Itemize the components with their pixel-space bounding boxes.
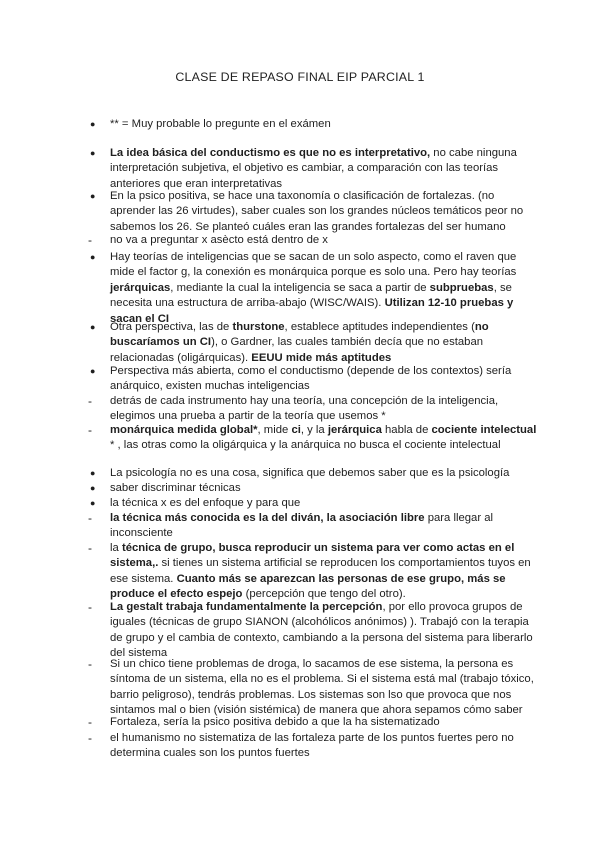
- list-item-text: [110, 117, 510, 132]
- text-segment: inconsciente: [110, 527, 173, 540]
- text-segment: para llegar al: [424, 512, 494, 524]
- text-segment: saber discriminar técnicas: [110, 482, 241, 494]
- text-segment: , por ello provoca grupos de: [382, 601, 523, 613]
- text-segment: , se: [493, 281, 512, 294]
- dash-marker: -: [88, 657, 92, 671]
- text-segment: interpretación subjetiva, el objetivo es cambiar, a comparación con las teorías: [110, 162, 499, 175]
- text-line: [110, 746, 510, 761]
- text-segment: del sistema: [110, 647, 168, 660]
- list-item-text: [110, 364, 510, 395]
- text-segment: ese sistema.: [110, 572, 177, 585]
- text-line: [110, 715, 510, 730]
- dash-marker: -: [88, 600, 92, 614]
- bold-text: cociente intelectual: [431, 424, 537, 436]
- bold-text: ci: [291, 424, 301, 436]
- text-line: [110, 394, 510, 409]
- list-item-text: [110, 715, 510, 730]
- text-segment: no cabe ninguna: [430, 147, 517, 159]
- text-segment: Si un chico tiene problemas de droga, lo sacamos de ese sistema, la persona es: [110, 658, 514, 670]
- text-line: [110, 250, 517, 265]
- text-line: [110, 526, 510, 541]
- text-segment: anteriores que eran interpretativas: [110, 177, 283, 190]
- bold-text: thurstone: [232, 321, 285, 333]
- list-item-text: [110, 511, 510, 542]
- text-segment: (percepción que tengo del otro).: [242, 588, 406, 601]
- list-item-text: [110, 250, 517, 327]
- text-segment: iguales (técnicas de grupo SIANON (alcohólicos anónimos) ). Trabajó con la terapia: [110, 616, 529, 629]
- text-line: [110, 657, 514, 672]
- text-segment: necesita una estructura de arriba-abajo (WISC/WAIS).: [110, 297, 385, 310]
- bullet-icon: ●: [90, 366, 96, 376]
- bullet-icon: ●: [90, 119, 96, 129]
- bold-text: no: [474, 321, 489, 333]
- text-line: [110, 296, 514, 311]
- text-segment: La psicología no es una cosa, significa que debemos saber que es la psicología: [110, 467, 510, 479]
- bold-text: jerárquica: [327, 424, 382, 436]
- list-item-text: [110, 423, 537, 454]
- text-segment: aprender las 26 virtudes), saber cuales son los grandes núcleos temáticos peor no: [110, 205, 524, 218]
- text-line: [110, 335, 510, 350]
- text-line: [110, 541, 515, 556]
- bold-text: sistema,.: [110, 557, 159, 570]
- text-segment: síntoma de un sistema, ella no es el problema. Si el sistema está mal (trabajo tóxico,: [110, 673, 534, 686]
- page-title: CLASE DE REPASO FINAL EIP PARCIAL 1: [175, 70, 425, 84]
- text-line: [110, 265, 517, 280]
- list-item-text: [110, 657, 534, 719]
- text-segment: En la psico positiva, se hace una taxonomía o clasificación de fortalezas. (no: [110, 190, 495, 202]
- text-segment: de grupo y el cambia de contexto, cambiando a la persona del sistema para liberarlo: [110, 631, 533, 644]
- text-line: [110, 146, 517, 161]
- text-line: [110, 117, 510, 132]
- dash-marker: -: [88, 541, 92, 555]
- text-segment: , mide: [257, 424, 292, 436]
- text-line: [110, 438, 510, 453]
- text-line: [110, 688, 510, 703]
- bold-text: la técnica más conocida es la del diván, la asociación libre: [110, 512, 425, 524]
- text-line: [110, 631, 533, 646]
- text-segment: ** = Muy probable lo pregunte en el exámen: [110, 118, 331, 130]
- dash-marker: -: [88, 233, 92, 247]
- list-item-text: [110, 541, 531, 603]
- text-segment: relacionadas (oligárquicas).: [110, 351, 252, 364]
- text-line: [110, 572, 510, 587]
- text-segment: mide el factor g, la conexión es monárquica porque es solo una. Pero hay teorías: [110, 266, 517, 279]
- text-line: [110, 731, 514, 746]
- dash-marker: -: [88, 511, 92, 525]
- text-line: [110, 556, 531, 571]
- list-item-text: [110, 481, 510, 496]
- text-line: [110, 672, 534, 687]
- text-segment: el humanismo no sistematiza de las fortaleza parte de los puntos fuertes pero no: [110, 732, 514, 744]
- text-line: [110, 204, 524, 219]
- text-line: [110, 615, 529, 630]
- bullet-icon: ●: [90, 468, 96, 478]
- bold-text: produce el efecto espejo: [110, 588, 243, 601]
- bullet-icon: ●: [90, 322, 96, 332]
- text-line: [110, 481, 510, 496]
- bold-text: jerárquicas: [110, 281, 171, 294]
- bullet-icon: ●: [90, 252, 96, 262]
- bold-text: sacan el CI: [110, 312, 170, 325]
- text-segment: elegimos una prueba a partir de la teoría que usemos *: [110, 410, 386, 423]
- bullet-icon: ●: [90, 498, 96, 508]
- bold-text: técnica de grupo, busca reproducir un sistema para ver como actas en el: [121, 542, 515, 554]
- dash-marker: -: [88, 394, 92, 408]
- text-segment: anárquico, existen muchas inteligencias: [110, 380, 310, 393]
- text-line: [110, 161, 510, 176]
- text-line: [110, 466, 510, 481]
- bold-text: La gestalt trabaja fundamentalmente la percepción: [110, 601, 383, 613]
- text-segment: Perspectiva más abierta, como el conductismo (depende de los contextos) sería: [110, 365, 512, 377]
- text-segment: , mediante la cual la inteligencia se saca a partir de: [170, 281, 430, 294]
- list-item-text: [110, 496, 510, 511]
- text-line: [110, 423, 537, 438]
- bold-text: subpruebas: [429, 281, 494, 294]
- bold-text: monárquica medida global*: [110, 424, 258, 436]
- text-segment: habla de: [381, 424, 432, 436]
- list-item-text: [110, 233, 510, 248]
- text-line: [110, 496, 510, 511]
- list-item-text: [110, 600, 533, 662]
- text-segment: , y la: [300, 424, 328, 436]
- text-segment: detrás de cada instrumento hay una teoría, una concepción de la inteligencia,: [110, 395, 499, 407]
- text-segment: Hay teorías de inteligencias que se sacan de un solo aspecto, como el raven que: [110, 251, 517, 263]
- text-line: [110, 281, 510, 296]
- bullet-icon: ●: [90, 483, 96, 493]
- text-line: [110, 600, 523, 615]
- text-line: [110, 320, 510, 335]
- text-segment: sintamos mal o bien (visión sistémica) de manera que ahora sepamos cómo saber: [110, 704, 523, 717]
- text-line: [110, 189, 510, 204]
- text-segment: no va a preguntar x asècto está dentro de x: [110, 234, 328, 246]
- text-line: [110, 364, 510, 379]
- text-segment: sabemos los 26. Se planteó cuáles eran las grandes fortalezas del ser humano: [110, 220, 506, 233]
- dash-marker: -: [88, 715, 92, 729]
- text-line: [110, 511, 510, 526]
- bold-text: La idea básica del conductismo es que no es interpretativo,: [110, 147, 431, 159]
- bold-text: buscaríamos un CI: [110, 336, 212, 349]
- text-segment: determina cuales son los puntos fuertes: [110, 747, 310, 760]
- text-segment: si tienes un sistema artificial se reproducen los comportamientos tuyos en: [158, 557, 531, 570]
- bold-text: Cuanto más se aparezcan las personas de ese grupo, más se: [176, 572, 506, 585]
- text-segment: Otra perspectiva, las de: [110, 321, 233, 333]
- list-item-text: [110, 394, 510, 425]
- text-segment: * , las otras como la oligárquica y la anárquica no busca el cociente intelectual: [110, 439, 501, 452]
- text-segment: la: [110, 542, 122, 554]
- text-segment: la técnica x es del enfoque y para que: [110, 497, 301, 509]
- bullet-icon: ●: [90, 191, 96, 201]
- list-item-text: [110, 466, 510, 481]
- text-line: [110, 233, 510, 248]
- dash-marker: -: [88, 423, 92, 437]
- bullet-icon: ●: [90, 148, 96, 158]
- dash-marker: -: [88, 731, 92, 745]
- list-item-text: [110, 189, 524, 235]
- list-item-text: [110, 146, 517, 192]
- text-segment: Fortaleza, sería la psico positiva debido a que la ha sistematizado: [110, 716, 440, 728]
- text-segment: , establece aptitudes independientes (: [284, 321, 475, 333]
- text-segment: barrio peligroso), tendrás problemas. Los sistemas son lso que provoca que nos: [110, 688, 512, 701]
- text-line: [110, 379, 510, 394]
- bold-text: Utilizan 12-10 pruebas y: [384, 297, 514, 310]
- text-segment: ), o Gardner, las cuales también decía que no estaban: [211, 336, 484, 349]
- bold-text: EEUU mide más aptitudes: [251, 351, 392, 364]
- list-item-text: [110, 731, 514, 762]
- list-item-text: [110, 320, 510, 366]
